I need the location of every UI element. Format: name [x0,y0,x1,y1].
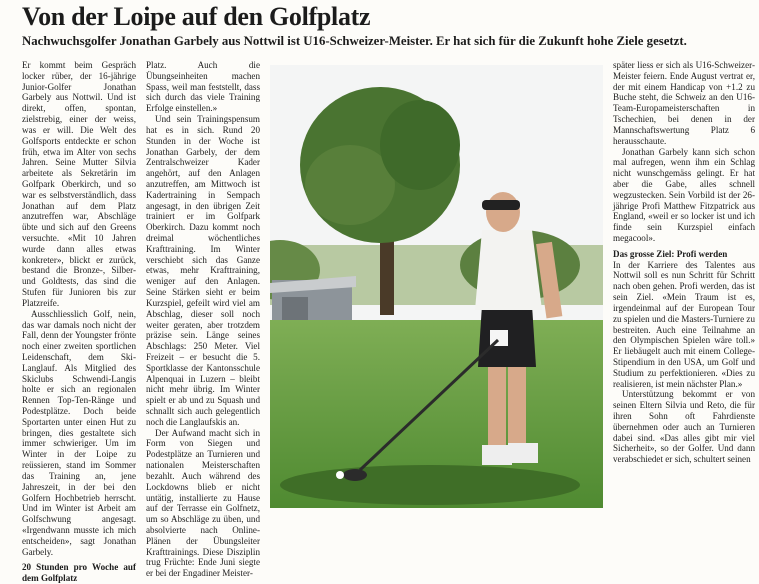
article-column-1 [22,60,136,584]
paragraph: später liess er sich als U16-Schweizer-Meister feiern. Ende August vertrat er, der mit einem Handicap von +1.2 zu Buche steht, die Schweiz an den U16-Team-Europameisterschaften in Tschechien, bei denen in der Mannschaftswertung Platz 6 herausschaute. [613,60,755,146]
paragraph: Unterstützung bekommt er von seinen Eltern Silvia und Reto, die für ihren Sohn oft Fahrdienste übernehmen oder auch an Turnieren dabei sind. «Das alles gibt mir viel Sicherheit», so der Golfer. Und dann verabschiedet er sich, schultert seinen [613,389,755,465]
headline: Von der Loipe auf den Golfplatz [22,2,371,31]
paragraph: Und sein Trainingspensum hat es in sich. Rund 20 Stunden in der Woche ist Jonathan Garbely, der dem Zentralschweizer Kader angehört, auf den Anlagen anzutreffen, am Mittwoch ist Kadertraining in Sempach angesagt, in den übrigen Zeit trainiert er im Golfpark Oberkirch. Dazu kommt noch dreimal wöchentliches Krafttraining. Im Winter verschiebt sich das Ganze etwas, mehr Krafttraining, weniger auf den Anlagen. Seine Stärken sieht er beim Kurzspiel, gefeilt wird viel am Abschlag, dieser soll noch weiter geraten, aber trotzdem präzise sein. Länge seines Abschlags: 250 Meter. Viel Freizeit – er besucht die 5. Sportklasse der Kantonsschule Alpenquai in Luzern – bleibt nicht mehr übrig. Im Winter spielt er ab und zu Squash und schnallt sich auch gelegentlich noch die Langlaufskis an. [146,114,260,427]
paragraph: Er kommt beim Gespräch locker rüber, der 16-jährige Junior-Golfer Jonathan Garbely aus Nottwil. Und ist direkt, offen, spontan, zielstrebig, einer der weiss, was er will. Die Welt des Golfsports entdeckte er schon früh, etwa im Alter von sechs Jahren. Seine Mutter Silvia arbeitete als Sekretärin im Golfpark Oberkirch, und so war es selbstverständlich, dass Jonathan auf dem Platz anzutreffen war, Abschläge übte und sich auf den Greens versuchte. «Mit 10 Jahren wurde dann alles etwas konkreter», blickt er zurück, bestand die Bronze-, Silber- und Goldtests, das sind die Stufen für Junioren bis zur Platzreife. [22,60,136,308]
article-column-3 [613,60,755,465]
article-column-2 [146,60,260,579]
subheading: 20 Stunden pro Woche auf dem Golfplatz [22,562,136,584]
paragraph: Jonathan Garbely kann sich schon mal aufregen, wenn ihm ein Schlag nicht wunschgemäss gelingt. Er hat aber die Gabe, alles schnell wegzustecken. Sein Vorbild ist der 26-jährige Profi Matthew Fitzpatrick aus England, «weil er so locker ist und ich finde sein Kurzspiel einfach megacool». [613,146,755,243]
lead-paragraph: Nachwuchsgolfer Jonathan Garbely aus Nottwil ist U16-Schweizer-Meister. Er hat sich für die Zukunft hohe Ziele gesetzt. [22,34,687,48]
golfer-photo-illustration [270,65,603,508]
paragraph: Platz. Auch die Übungseinheiten machen Spass, weil man feststellt, dass sich durch das viele Training Erfolge einstellen.» [146,60,260,114]
paragraph: In der Karriere des Talentes aus Nottwil soll es nun Schritt für Schritt nach oben gehen. Profi werden, das ist sein Ziel. «Mein Traum ist es, irgendeinmal auf der European Tour zu spielen und die Masters-Turniere zu bestreiten. Auch eine Teilnahme an den Olympischen Spielen wäre toll.» Er liebäugelt auch mit einem College-Stipendium in den USA, um Golf und Studium zu perfektionieren. «Dies zu realisieren, ist mein nächster Plan.» [613,259,755,389]
article-photo [270,65,603,508]
subheading: Das grosse Ziel: Profi werden [613,248,728,259]
paragraph: Ausschliesslich Golf, nein, das war damals noch nicht der Fall, denn der Youngster frönte noch einer zweiten sportlichen Leidenschaft, dem Ski-Langlauf. Als Mitglied des Skiclubs Schwendi-Langis holte er sich an regionalen Rennen Top-Ten-Ränge und Podestplätze. Doch beide Sportarten unter einen Hut zu bringen, dies gestaltete sich immer schwieriger. Um im Winter in der Loipe zu reüssieren, stand im Sommer das Training an, jene Jahreszeit, in der bei den Golfern Hochbetrieb herrscht. Und im Winter ist Arbeit am Golfschwung angesagt. «Irgendwann musste ich mich entscheiden», sagt Jonathan Garbely. [22,308,136,557]
paragraph: Der Aufwand macht sich in Form von Siegen und Podestplätze an Turnieren und nationalen Meisterschaften bezahlt. Auch während des Lockdowns blieb er nicht untätig, installierte zu Hause auf der Terrasse ein Golfnetz, um so Abschläge zu üben, und absolvierte nach Online-Plänen der Übungsleiter Krafttrainings. Diese Disziplin trug Früchte: Ende Juni siegte er bei der Engadiner Meister- [146,427,260,579]
